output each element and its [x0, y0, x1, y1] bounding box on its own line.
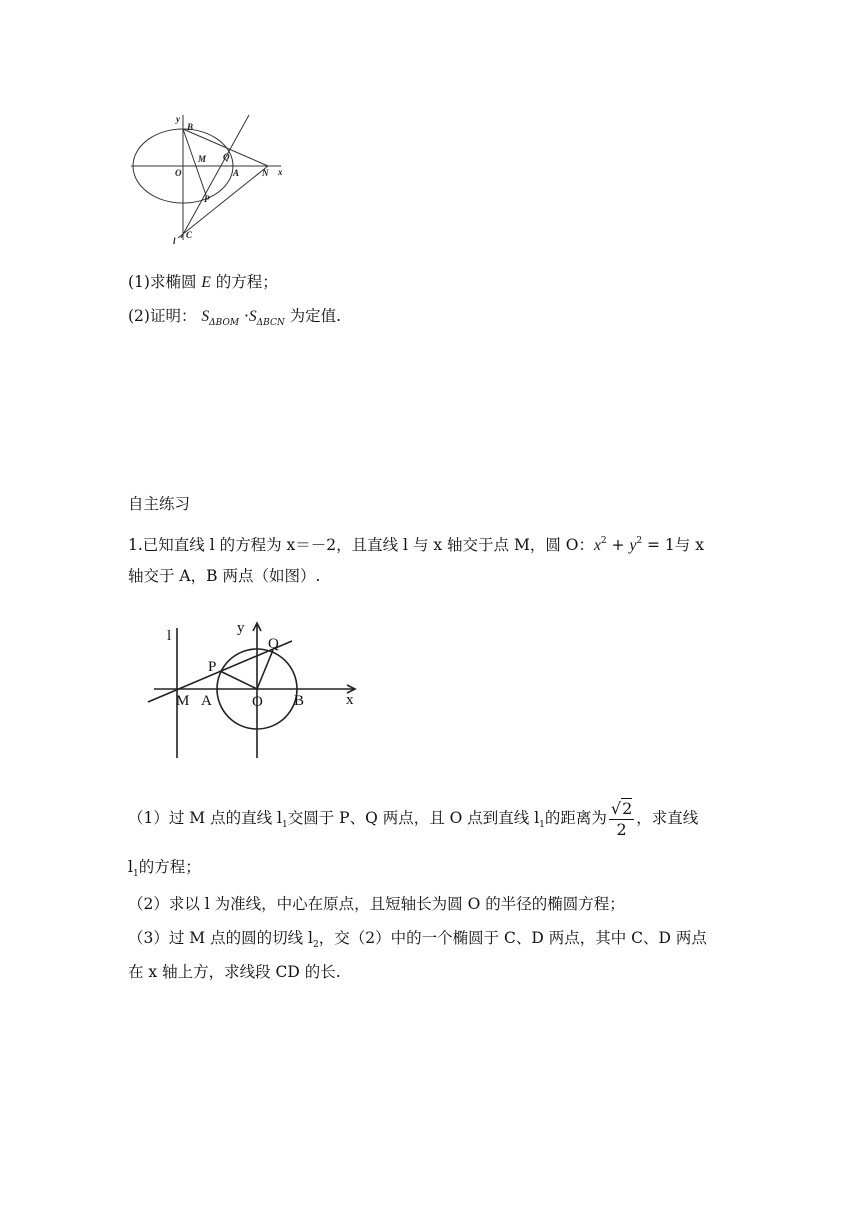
label-b: B	[187, 122, 194, 132]
problem-1-line-2: 轴交于 A，B 两点（如图）.	[128, 567, 321, 585]
problem-1-sub-3: （3）过 M 点的圆的切线 $l_2$，交（2）中的一个椭圆于 C、D 两点，其中 C、D 两点	[128, 929, 707, 950]
problem-1-sub-2: （2）求以 l 为准线，中心在原点，且短轴长为圆 O 的半径的椭圆方程；	[128, 895, 625, 913]
label-x: x	[346, 692, 354, 708]
label-y: y	[237, 620, 245, 636]
problem-1-sub-3-cont: 在 x 轴上方，求线段 CD 的长.	[128, 963, 341, 981]
section-title: 自主练习	[128, 495, 191, 513]
label-l: l	[173, 236, 176, 246]
label-l: l	[167, 628, 172, 644]
label-q: Q	[268, 636, 279, 652]
label-m: M	[198, 154, 207, 164]
label-c: C	[186, 230, 193, 240]
label-a: A	[233, 168, 240, 178]
line-cn	[178, 166, 268, 238]
ellipse-figure	[126, 110, 296, 250]
label-m: M	[176, 693, 190, 709]
problem-1-sub-1: （1）过 M 点的直线 $l_1$交圆于 P、Q 两点，且 O 点到直线 $l_1$的距离为 $\frac{√2}{2}$ ，求直线	[128, 798, 699, 839]
segment-oq	[257, 650, 273, 689]
label-b: B	[294, 693, 305, 709]
question-1: (1)求椭圆 E 的方程；	[128, 273, 278, 291]
label-x: x	[278, 167, 283, 177]
label-n: N	[262, 168, 269, 178]
label-y: y	[176, 114, 180, 124]
label-q: Q	[223, 152, 230, 162]
label-p: P	[204, 194, 210, 204]
circle-figure	[140, 618, 370, 768]
problem-1-sub-1-cont: $l_1$的方程；	[128, 858, 201, 879]
label-p: P	[208, 659, 217, 675]
problem-1-line-1: 1.已知直线 l 的方程为 x＝－2，且直线 l 与 x 轴交于点 M，圆 O：$x^2 + y^2 = 1$与 x	[128, 536, 704, 554]
label-o: O	[175, 168, 182, 178]
label-o: O	[252, 694, 263, 710]
label-a: A	[201, 693, 212, 709]
question-2: (2)证明： $S_{\Delta BOM} \cdot S_{\Delta BCN}$ 为定值.	[128, 307, 342, 328]
fraction-sqrt2-over-2: $\frac{√2}{2}$	[610, 798, 633, 839]
segment-op	[220, 671, 257, 689]
